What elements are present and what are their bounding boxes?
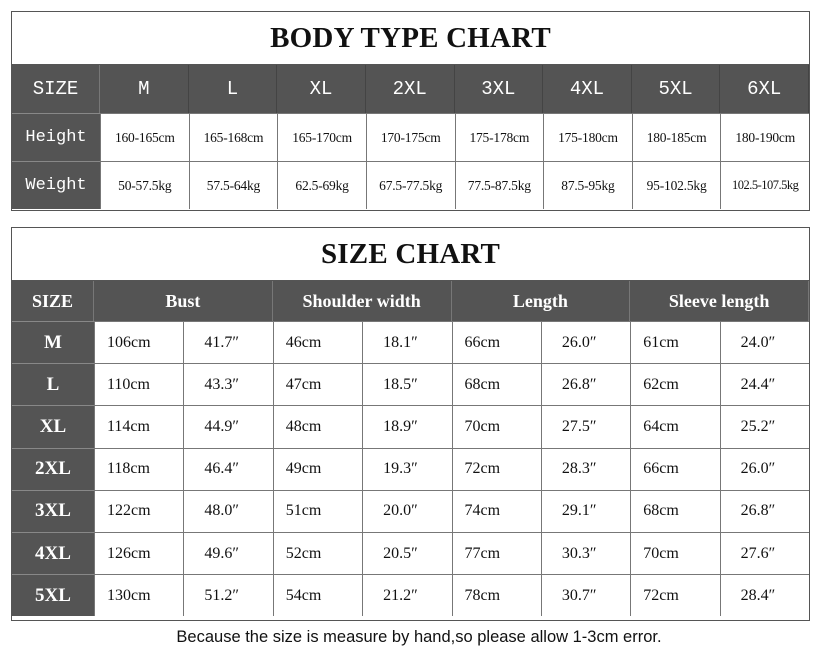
- table-cell: 130cm: [94, 574, 183, 616]
- measure-group-header: Bust: [94, 281, 273, 321]
- measure-group-header: Length: [452, 281, 631, 321]
- table-cell: 43.3″: [183, 363, 272, 405]
- size-row-label: M: [12, 321, 94, 363]
- table-cell: 27.6″: [720, 532, 809, 574]
- measure-group-header: Sleeve length: [630, 281, 809, 321]
- table-cell: 165-168cm: [189, 113, 278, 161]
- table-cell: 54cm: [273, 574, 362, 616]
- size-row-label: 3XL: [12, 490, 94, 532]
- table-cell: 20.5″: [362, 532, 451, 574]
- table-cell: 46cm: [273, 321, 362, 363]
- table-cell: 126cm: [94, 532, 183, 574]
- size-header-cell: 4XL: [543, 65, 632, 113]
- table-cell: 30.3″: [541, 532, 630, 574]
- table-cell: 25.2″: [720, 405, 809, 447]
- size-chart-title: SIZE CHART: [12, 228, 809, 281]
- table-cell: 95-102.5kg: [632, 161, 721, 209]
- row-label-weight: Weight: [12, 161, 100, 209]
- table-cell: 49cm: [273, 448, 362, 490]
- table-cell: 102.5-107.5kg: [720, 161, 809, 209]
- size-header-cell: 3XL: [455, 65, 544, 113]
- table-cell: 29.1″: [541, 490, 630, 532]
- table-cell: 110cm: [94, 363, 183, 405]
- table-cell: 18.1″: [362, 321, 451, 363]
- table-cell: 48.0″: [183, 490, 272, 532]
- table-cell: 27.5″: [541, 405, 630, 447]
- table-cell: 70cm: [452, 405, 541, 447]
- size-column-header: SIZE: [12, 281, 94, 321]
- table-cell: 28.3″: [541, 448, 630, 490]
- table-cell: 26.0″: [720, 448, 809, 490]
- table-cell: 180-185cm: [632, 113, 721, 161]
- size-row-label: L: [12, 363, 94, 405]
- table-cell: 19.3″: [362, 448, 451, 490]
- size-header-cell: L: [189, 65, 278, 113]
- table-cell: 47cm: [273, 363, 362, 405]
- size-header-cell: 5XL: [632, 65, 721, 113]
- size-header-cell: M: [100, 65, 189, 113]
- table-cell: 50-57.5kg: [100, 161, 189, 209]
- table-cell: 26.0″: [541, 321, 630, 363]
- table-cell: 68cm: [630, 490, 719, 532]
- table-cell: 48cm: [273, 405, 362, 447]
- table-cell: 87.5-95kg: [543, 161, 632, 209]
- size-row-label: 4XL: [12, 532, 94, 574]
- size-header-cell: 6XL: [720, 65, 809, 113]
- table-cell: 72cm: [630, 574, 719, 616]
- size-row-label: XL: [12, 405, 94, 447]
- table-cell: 70cm: [630, 532, 719, 574]
- table-cell: 20.0″: [362, 490, 451, 532]
- measure-group-header: Shoulder width: [273, 281, 452, 321]
- table-cell: 51cm: [273, 490, 362, 532]
- table-cell: 57.5-64kg: [189, 161, 278, 209]
- table-cell: 52cm: [273, 532, 362, 574]
- table-cell: 66cm: [452, 321, 541, 363]
- table-cell: 74cm: [452, 490, 541, 532]
- table-cell: 175-178cm: [455, 113, 544, 161]
- table-cell: 51.2″: [183, 574, 272, 616]
- table-cell: 46.4″: [183, 448, 272, 490]
- size-row-label: 5XL: [12, 574, 94, 616]
- table-cell: 160-165cm: [100, 113, 189, 161]
- table-cell: 68cm: [452, 363, 541, 405]
- table-cell: 118cm: [94, 448, 183, 490]
- row-label-height: Height: [12, 113, 100, 161]
- table-cell: 106cm: [94, 321, 183, 363]
- table-cell: 165-170cm: [277, 113, 366, 161]
- size-header-cell: XL: [277, 65, 366, 113]
- size-header-cell: 2XL: [366, 65, 455, 113]
- table-cell: 28.4″: [720, 574, 809, 616]
- body-type-chart: [11, 11, 810, 211]
- table-cell: 41.7″: [183, 321, 272, 363]
- table-cell: 44.9″: [183, 405, 272, 447]
- table-cell: 30.7″: [541, 574, 630, 616]
- table-cell: 77.5-87.5kg: [455, 161, 544, 209]
- body-type-table: [12, 65, 809, 209]
- table-cell: 26.8″: [541, 363, 630, 405]
- table-cell: 72cm: [452, 448, 541, 490]
- table-cell: 26.8″: [720, 490, 809, 532]
- table-cell: 77cm: [452, 532, 541, 574]
- table-cell: 180-190cm: [720, 113, 809, 161]
- table-cell: 114cm: [94, 405, 183, 447]
- table-cell: 24.4″: [720, 363, 809, 405]
- table-cell: 122cm: [94, 490, 183, 532]
- table-cell: 21.2″: [362, 574, 451, 616]
- table-cell: 66cm: [630, 448, 719, 490]
- table-cell: 61cm: [630, 321, 719, 363]
- table-cell: 78cm: [452, 574, 541, 616]
- table-cell: 67.5-77.5kg: [366, 161, 455, 209]
- table-cell: 18.5″: [362, 363, 451, 405]
- table-cell: 62cm: [630, 363, 719, 405]
- size-table: [12, 281, 809, 616]
- table-cell: 18.9″: [362, 405, 451, 447]
- table-cell: 64cm: [630, 405, 719, 447]
- body-type-chart-title: BODY TYPE CHART: [12, 12, 809, 65]
- table-cell: 175-180cm: [543, 113, 632, 161]
- table-cell: 170-175cm: [366, 113, 455, 161]
- table-cell: 49.6″: [183, 532, 272, 574]
- size-chart: [11, 227, 810, 621]
- table-cell: 24.0″: [720, 321, 809, 363]
- table-cell: 62.5-69kg: [277, 161, 366, 209]
- size-row-label: 2XL: [12, 448, 94, 490]
- size-column-header: SIZE: [12, 65, 100, 113]
- measurement-note: Because the size is measure by hand,so please allow 1-3cm error.: [176, 628, 662, 646]
